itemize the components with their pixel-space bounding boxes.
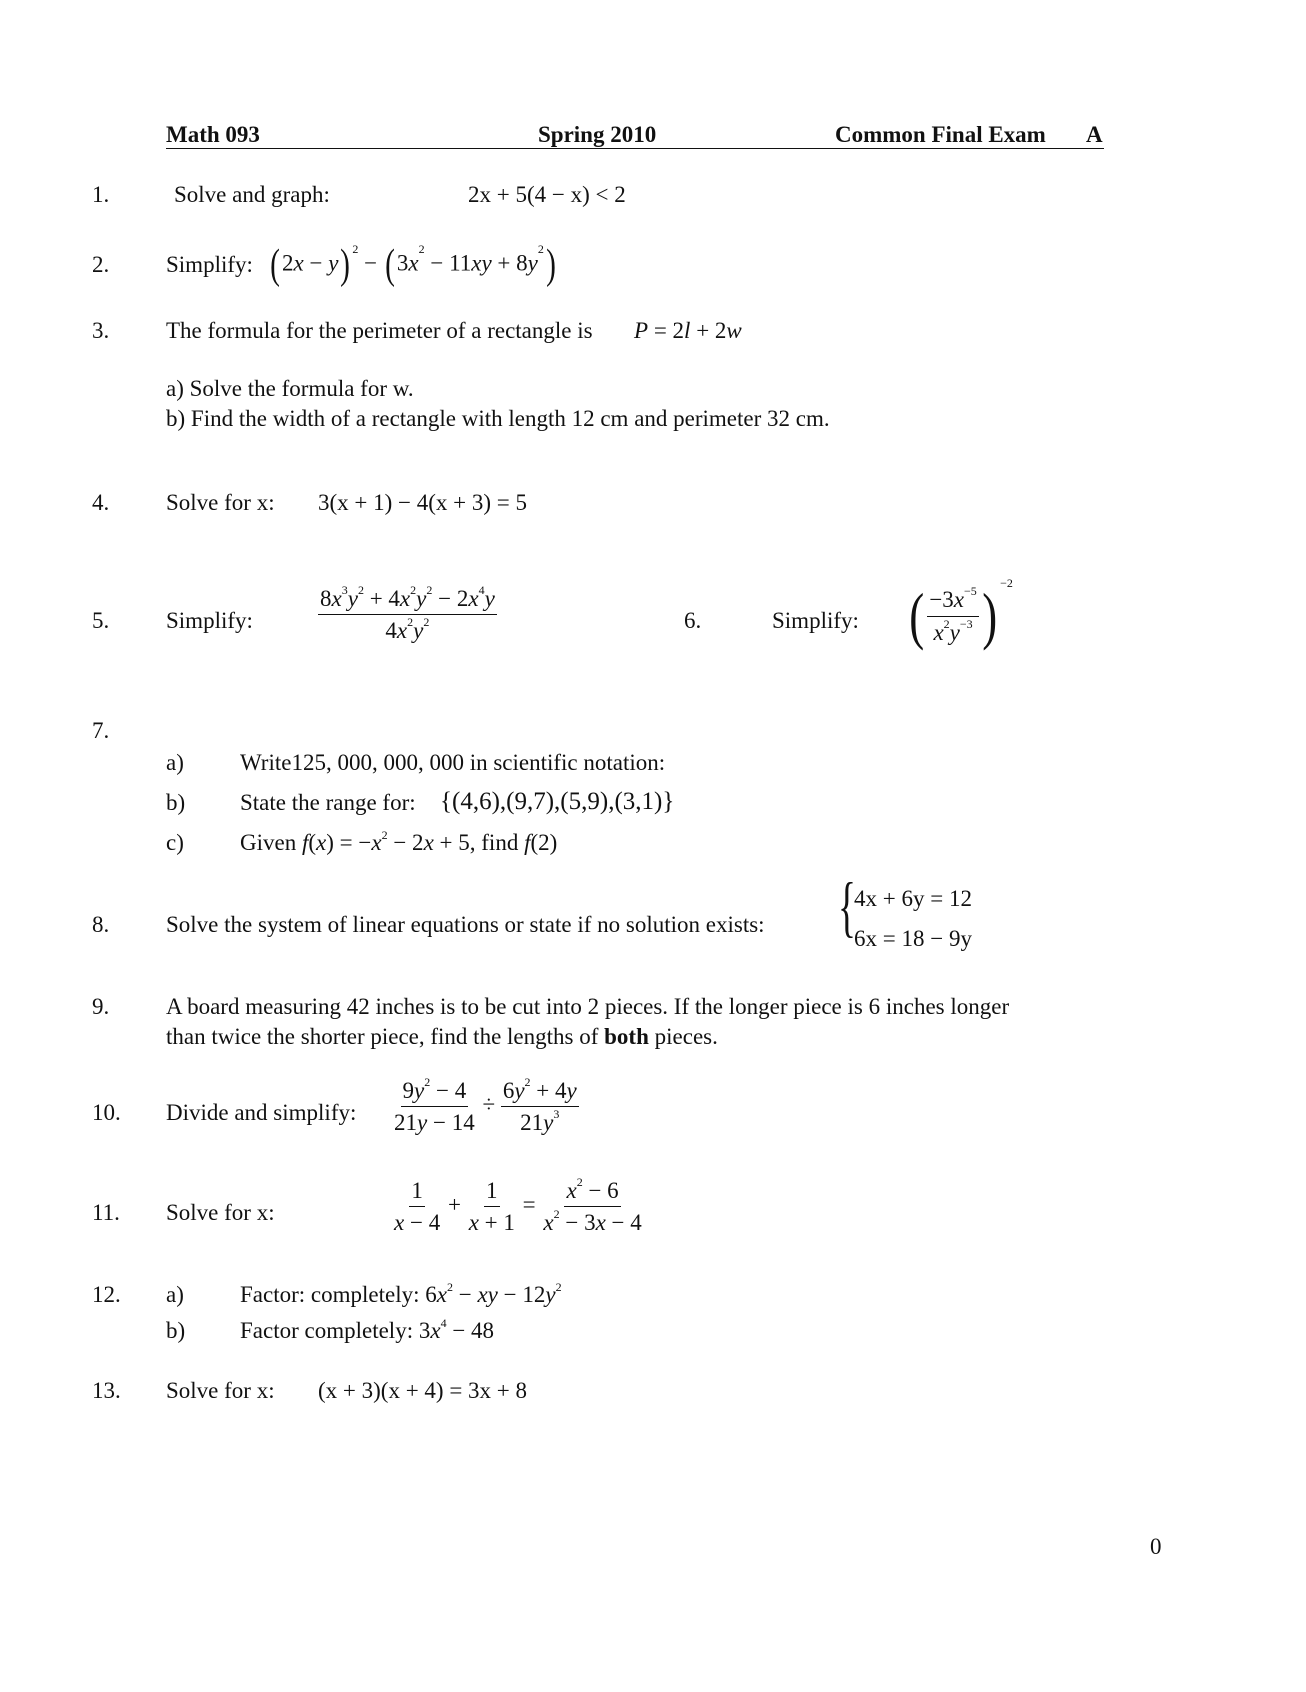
problem-5-expression: $\frac{8x^3y^2 + 4x^2y^2 - 2x^4y}{4x^2y^2}$ (320, 583, 495, 644)
problem-7b-label: b) (166, 790, 186, 815)
problem-13-expression: (x + 3)(x + 4) = 3x + 8 (318, 1378, 528, 1403)
problem-12a-text: Factor: completely: $6x^2$ − xy − $12y^2$ (240, 1280, 562, 1307)
problem-8-text: Solve the system of linear equations or state if no solution exists: (166, 912, 765, 937)
problem-3a: a) Solve the formula for w. (166, 376, 414, 401)
header-rule (166, 148, 1104, 149)
problem-11-text: Solve for x: (166, 1200, 275, 1225)
problem-7c-label: c) (166, 830, 184, 855)
problem-3b: b) Find the width of a rectangle with length 12 cm and perimeter 32 cm. (166, 406, 830, 431)
problem-5-text: Simplify: (166, 608, 253, 633)
problem-3-text: The formula for the perimeter of a rectangle is (166, 318, 593, 343)
problem-1-expression: 2x + 5(4 − x) < 2 (468, 182, 626, 207)
problem-2-number: 2. (92, 252, 110, 277)
problem-10-expression: $\frac{9y^2 - 4}{21y - 14}$ ÷ $\frac{6y^2 + 4y}{21y^3}$ (394, 1075, 577, 1136)
problem-1-number: 1. (92, 182, 110, 207)
problem-2-text: Simplify: (166, 252, 253, 277)
problem-2-expression: (2x − y) $^2 - (3x^2 - 11xy + 8y^2)$ (270, 242, 556, 288)
exam-version: A (1086, 122, 1103, 147)
problem-7c-text: Given $f(x) = -x^2 - 2x + 5$, find f(2) (240, 828, 558, 855)
problem-11-expression: $\frac{1}{x - 4}$ + $\frac{1}{x + 1}$ = $\frac{x^2 - 6}{x^2 - 3x - 4}$ (394, 1175, 642, 1236)
problem-9-line2: than twice the shorter piece, find the lengths of both pieces. (166, 1024, 718, 1049)
problem-7b-set: {(4,6),(9,7),(5,9),(3,1)} (440, 788, 675, 815)
problem-12a-label: a) (166, 1282, 184, 1307)
problem-6-number: 6. (684, 608, 702, 633)
problem-9-line1: A board measuring 42 inches is to be cut into 2 pieces. If the longer piece is 6 inches longer (166, 994, 1010, 1019)
exam-name: Common Final Exam (835, 122, 1046, 147)
problem-13-number: 13. (92, 1378, 121, 1403)
exam-term: Spring 2010 (538, 122, 657, 147)
problem-10-text: Divide and simplify: (166, 1100, 357, 1125)
problem-12-number: 12. (92, 1282, 121, 1307)
problem-4-number: 4. (92, 490, 110, 515)
problem-12b-text: Factor completely: $3x^4 - 48$ (240, 1316, 495, 1343)
problem-6-expression: ( $\frac{-3x^{-5}}{x^2y^{-3}}$ ) $^{-2}$ (909, 576, 1013, 651)
problem-7a-text: Write125, 000, 000, 000 in scientific notation: (240, 750, 666, 775)
problem-4-expression: 3(x + 1) − 4(x + 3) = 5 (318, 490, 528, 515)
system-brace: { (838, 868, 856, 944)
problem-6-text: Simplify: (772, 608, 859, 633)
page-number: 0 (1150, 1534, 1162, 1559)
problem-8-number: 8. (92, 912, 110, 937)
problem-9-number: 9. (92, 994, 110, 1019)
problem-1-text: Solve and graph: (174, 182, 330, 207)
problem-12b-label: b) (166, 1318, 186, 1343)
problem-8-eq2: 6x = 18 − 9y (854, 926, 972, 951)
problem-7a-label: a) (166, 750, 184, 775)
course-title: Math 093 (166, 122, 260, 147)
problem-7-number: 7. (92, 718, 110, 743)
problem-3-number: 3. (92, 318, 110, 343)
problem-8-eq1: 4x + 6y = 12 (854, 886, 972, 911)
problem-4-text: Solve for x: (166, 490, 275, 515)
problem-13-text: Solve for x: (166, 1378, 275, 1403)
problem-3-formula: P = 2l + 2w (634, 318, 742, 343)
problem-10-number: 10. (92, 1100, 121, 1125)
problem-11-number: 11. (92, 1200, 120, 1225)
problem-5-number: 5. (92, 608, 110, 633)
problem-7b-text: State the range for: (240, 790, 416, 815)
